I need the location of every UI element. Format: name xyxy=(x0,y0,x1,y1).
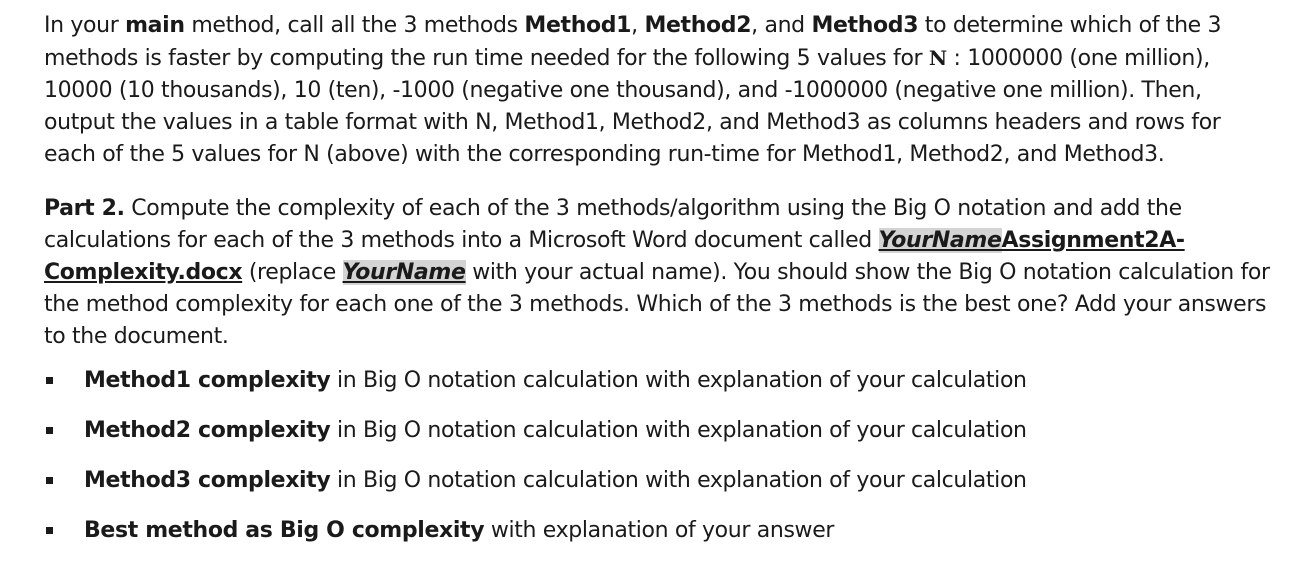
list-item-text: in Big O notation calculation with explanation of your calculation xyxy=(330,368,1027,393)
file-name-suffix: Assignment2A-Complexity.docx xyxy=(44,228,1185,285)
bold-method3: Method3 xyxy=(811,13,919,38)
list-item xyxy=(44,415,1274,465)
bold-method1: Method1 xyxy=(524,13,632,38)
requirements-list xyxy=(44,365,1274,565)
list-item xyxy=(44,465,1274,515)
text-run: with your actual name). You should show the Big O notation calculation for the method complexity for each one of the 3 methods. Which of the 3 methods is the best one? Add your answers to the document. xyxy=(44,260,1270,349)
square-bullet-icon xyxy=(46,477,53,484)
text-run: : 1000000 (one million), 10000 (10 thousands), 10 (ten), -1000 (negative one thousand), and -1000000 (negative one million). Then, output the values in a table format with N, Method1, Method2, and Method3 as columns headers and rows for each of the 5 values for N (above) with the corresponding run-time for Method1, Method2, and Method3. xyxy=(44,46,1221,167)
square-bullet-icon xyxy=(46,427,53,434)
list-item-text: in Big O notation calculation with explanation of your calculation xyxy=(330,418,1027,443)
list-item-bold: Method2 complexity xyxy=(84,418,331,443)
square-bullet-icon xyxy=(46,527,53,534)
text-run: Compute the complexity of each of the 3 methods/algorithm using the Big O notation and add the calculations for each of the 3 methods into a Microsoft Word document called xyxy=(44,196,1182,253)
paragraph-part2 xyxy=(44,193,1274,353)
list-item-bold: Best method as Big O complexity xyxy=(84,518,485,543)
square-bullet-icon xyxy=(46,377,53,384)
list-item-bold: Method3 complexity xyxy=(84,468,331,493)
text-run: , and xyxy=(751,13,812,38)
bold-method2: Method2 xyxy=(644,13,752,38)
file-name-placeholder: YourName xyxy=(878,228,1002,253)
text-run: method, call all the 3 methods xyxy=(184,13,525,38)
part2-heading: Part 2. xyxy=(44,196,125,221)
list-item xyxy=(44,365,1274,415)
name-placeholder: YourName xyxy=(342,260,466,285)
list-item-text: in Big O notation calculation with explanation of your calculation xyxy=(330,468,1027,493)
list-item xyxy=(44,515,1274,565)
bold-n: N xyxy=(928,46,947,70)
document-body xyxy=(44,10,1274,565)
list-item-text: with explanation of your answer xyxy=(484,518,835,543)
text-run: In your xyxy=(44,13,126,38)
text-run: to determine which of the 3 methods is faster by computing the run time needed for the following 5 values for xyxy=(44,13,1222,71)
list-item-bold: Method1 complexity xyxy=(84,368,331,393)
text-run: , xyxy=(631,13,645,38)
paragraph-part1 xyxy=(44,10,1274,171)
bold-main: main xyxy=(125,13,185,38)
text-run: (replace xyxy=(242,260,343,285)
